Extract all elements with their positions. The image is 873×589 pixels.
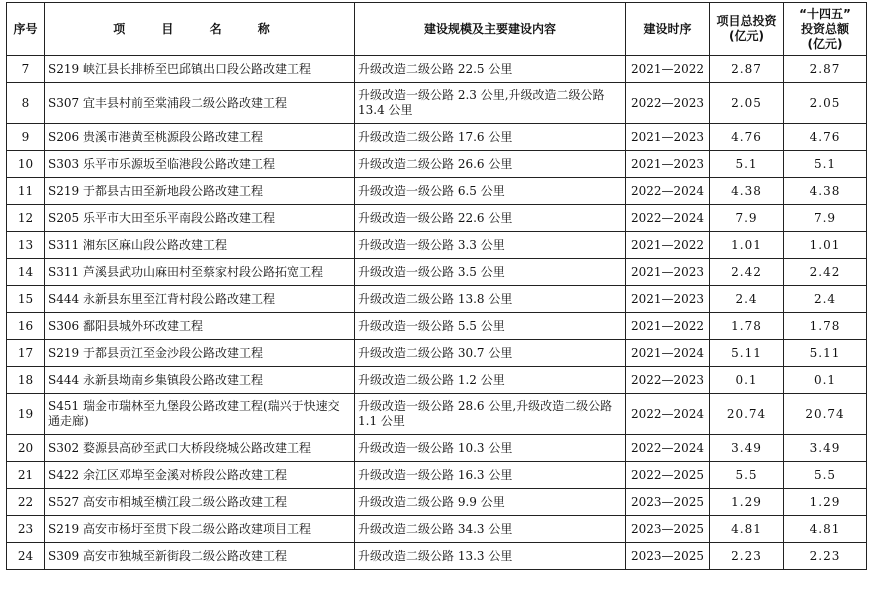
cell-content: 升级改造一级公路 10.3 公里	[355, 435, 626, 462]
table-row	[7, 205, 867, 232]
cell-project-name: S444 永新县东里至江背村段公路改建工程	[45, 286, 355, 313]
cell-plan-investment: 5.5	[784, 462, 867, 489]
cell-plan-investment: 1.29	[784, 489, 867, 516]
table-row	[7, 83, 867, 124]
cell-total-investment: 7.9	[710, 205, 784, 232]
cell-period: 2021—2024	[626, 340, 710, 367]
project-table	[6, 2, 867, 570]
cell-content: 升级改造二级公路 13.8 公里	[355, 286, 626, 313]
cell-total-investment: 2.87	[710, 56, 784, 83]
cell-plan-investment: 7.9	[784, 205, 867, 232]
cell-period: 2021—2022	[626, 56, 710, 83]
document-page	[6, 2, 867, 570]
cell-plan-investment: 5.1	[784, 151, 867, 178]
cell-plan-investment: 4.81	[784, 516, 867, 543]
cell-period: 2023—2025	[626, 543, 710, 570]
cell-content: 升级改造二级公路 9.9 公里	[355, 489, 626, 516]
cell-content: 升级改造二级公路 17.6 公里	[355, 124, 626, 151]
cell-project-name: S219 峡江县长排桥至巴邱镇出口段公路改建工程	[45, 56, 355, 83]
table-row	[7, 462, 867, 489]
cell-period: 2022—2023	[626, 367, 710, 394]
cell-project-name: S311 芦溪县武功山麻田村至蔡家村段公路拓宽工程	[45, 259, 355, 286]
header-name: 项 目 名 称	[45, 3, 355, 56]
cell-project-name: S311 湘东区麻山段公路改建工程	[45, 232, 355, 259]
header-total-investment	[710, 3, 784, 56]
header-seq: 序号	[7, 3, 45, 56]
table-row	[7, 56, 867, 83]
cell-total-investment: 3.49	[710, 435, 784, 462]
cell-seq: 11	[7, 178, 45, 205]
header-plan-line3: (亿元)	[807, 36, 843, 51]
cell-seq: 14	[7, 259, 45, 286]
cell-seq: 7	[7, 56, 45, 83]
cell-total-investment: 2.4	[710, 286, 784, 313]
cell-total-investment: 5.5	[710, 462, 784, 489]
cell-seq: 17	[7, 340, 45, 367]
cell-period: 2022—2024	[626, 435, 710, 462]
cell-project-name: S422 余江区邓埠至金溪对桥段公路改建工程	[45, 462, 355, 489]
cell-period: 2022—2023	[626, 83, 710, 124]
table-row	[7, 489, 867, 516]
cell-content: 升级改造一级公路 6.5 公里	[355, 178, 626, 205]
header-total-line2: (亿元)	[729, 29, 764, 43]
cell-content: 升级改造一级公路 5.5 公里	[355, 313, 626, 340]
cell-content: 升级改造一级公路 2.3 公里,升级改造二级公路 13.4 公里	[355, 83, 626, 124]
table-row	[7, 543, 867, 570]
cell-content: 升级改造一级公路 28.6 公里,升级改造二级公路 1.1 公里	[355, 394, 626, 435]
table-row	[7, 394, 867, 435]
cell-content: 升级改造二级公路 30.7 公里	[355, 340, 626, 367]
table-row	[7, 286, 867, 313]
cell-period: 2021—2023	[626, 151, 710, 178]
cell-period: 2023—2025	[626, 489, 710, 516]
header-plan-investment	[784, 3, 867, 56]
cell-total-investment: 2.23	[710, 543, 784, 570]
cell-period: 2023—2025	[626, 516, 710, 543]
table-row	[7, 367, 867, 394]
cell-total-investment: 1.01	[710, 232, 784, 259]
header-total-line1: 项目总投资	[716, 14, 777, 28]
cell-seq: 24	[7, 543, 45, 570]
cell-period: 2022—2025	[626, 462, 710, 489]
table-row	[7, 151, 867, 178]
cell-seq: 9	[7, 124, 45, 151]
cell-plan-investment: 0.1	[784, 367, 867, 394]
cell-plan-investment: 1.01	[784, 232, 867, 259]
cell-project-name: S303 乐平市乐源坂至临港段公路改建工程	[45, 151, 355, 178]
table-body	[7, 56, 867, 570]
cell-plan-investment: 1.78	[784, 313, 867, 340]
cell-period: 2021—2023	[626, 286, 710, 313]
cell-total-investment: 20.74	[710, 394, 784, 435]
header-plan-line1: “十四五”	[799, 6, 851, 21]
cell-total-investment: 5.11	[710, 340, 784, 367]
cell-seq: 8	[7, 83, 45, 124]
cell-seq: 19	[7, 394, 45, 435]
cell-plan-investment: 3.49	[784, 435, 867, 462]
cell-seq: 20	[7, 435, 45, 462]
cell-content: 升级改造二级公路 34.3 公里	[355, 516, 626, 543]
table-row	[7, 124, 867, 151]
cell-seq: 12	[7, 205, 45, 232]
cell-project-name: S309 高安市独城至新街段二级公路改建工程	[45, 543, 355, 570]
header-content: 建设规模及主要建设内容	[355, 3, 626, 56]
table-row	[7, 232, 867, 259]
cell-content: 升级改造一级公路 22.6 公里	[355, 205, 626, 232]
table-row	[7, 313, 867, 340]
cell-total-investment: 0.1	[710, 367, 784, 394]
cell-plan-investment: 2.42	[784, 259, 867, 286]
cell-content: 升级改造二级公路 26.6 公里	[355, 151, 626, 178]
cell-project-name: S219 于都县古田至新地段公路改建工程	[45, 178, 355, 205]
cell-plan-investment: 5.11	[784, 340, 867, 367]
cell-project-name: S205 乐平市大田至乐平南段公路改建工程	[45, 205, 355, 232]
cell-project-name: S302 婺源县高砂至武口大桥段绕城公路改建工程	[45, 435, 355, 462]
table-header-row	[7, 3, 867, 56]
cell-seq: 10	[7, 151, 45, 178]
table-row	[7, 516, 867, 543]
cell-total-investment: 4.81	[710, 516, 784, 543]
cell-total-investment: 4.76	[710, 124, 784, 151]
cell-plan-investment: 4.38	[784, 178, 867, 205]
cell-content: 升级改造二级公路 1.2 公里	[355, 367, 626, 394]
cell-project-name: S451 瑞金市瑞林至九堡段公路改建工程(瑞兴于快速交通走廊)	[45, 394, 355, 435]
header-plan-line2: 投资总额	[800, 21, 849, 36]
cell-project-name: S219 于都县贡江至金沙段公路改建工程	[45, 340, 355, 367]
cell-plan-investment: 2.4	[784, 286, 867, 313]
cell-seq: 13	[7, 232, 45, 259]
cell-project-name: S306 鄱阳县城外环改建工程	[45, 313, 355, 340]
cell-plan-investment: 2.23	[784, 543, 867, 570]
cell-period: 2021—2022	[626, 313, 710, 340]
cell-total-investment: 2.05	[710, 83, 784, 124]
header-period: 建设时序	[626, 3, 710, 56]
cell-total-investment: 1.78	[710, 313, 784, 340]
cell-content: 升级改造二级公路 13.3 公里	[355, 543, 626, 570]
cell-project-name: S444 永新县坳南乡集镇段公路改建工程	[45, 367, 355, 394]
cell-seq: 15	[7, 286, 45, 313]
cell-project-name: S206 贵溪市港黄至桃源段公路改建工程	[45, 124, 355, 151]
cell-seq: 18	[7, 367, 45, 394]
cell-period: 2022—2024	[626, 205, 710, 232]
cell-period: 2021—2022	[626, 232, 710, 259]
cell-period: 2022—2024	[626, 178, 710, 205]
cell-period: 2021—2023	[626, 259, 710, 286]
cell-plan-investment: 4.76	[784, 124, 867, 151]
cell-period: 2021—2023	[626, 124, 710, 151]
cell-plan-investment: 2.87	[784, 56, 867, 83]
table-row	[7, 259, 867, 286]
cell-total-investment: 5.1	[710, 151, 784, 178]
cell-project-name: S527 高安市相城至横江段二级公路改建工程	[45, 489, 355, 516]
cell-plan-investment: 2.05	[784, 83, 867, 124]
cell-project-name: S219 高安市杨圩至贯下段二级公路改建项目工程	[45, 516, 355, 543]
table-row	[7, 435, 867, 462]
cell-total-investment: 2.42	[710, 259, 784, 286]
cell-seq: 22	[7, 489, 45, 516]
table-row	[7, 340, 867, 367]
cell-seq: 21	[7, 462, 45, 489]
cell-seq: 23	[7, 516, 45, 543]
cell-content: 升级改造一级公路 16.3 公里	[355, 462, 626, 489]
cell-total-investment: 1.29	[710, 489, 784, 516]
cell-total-investment: 4.38	[710, 178, 784, 205]
cell-seq: 16	[7, 313, 45, 340]
cell-content: 升级改造一级公路 3.3 公里	[355, 232, 626, 259]
cell-plan-investment: 20.74	[784, 394, 867, 435]
table-row	[7, 178, 867, 205]
cell-period: 2022—2024	[626, 394, 710, 435]
cell-project-name: S307 宜丰县村前至棠浦段二级公路改建工程	[45, 83, 355, 124]
cell-content: 升级改造一级公路 3.5 公里	[355, 259, 626, 286]
cell-content: 升级改造二级公路 22.5 公里	[355, 56, 626, 83]
